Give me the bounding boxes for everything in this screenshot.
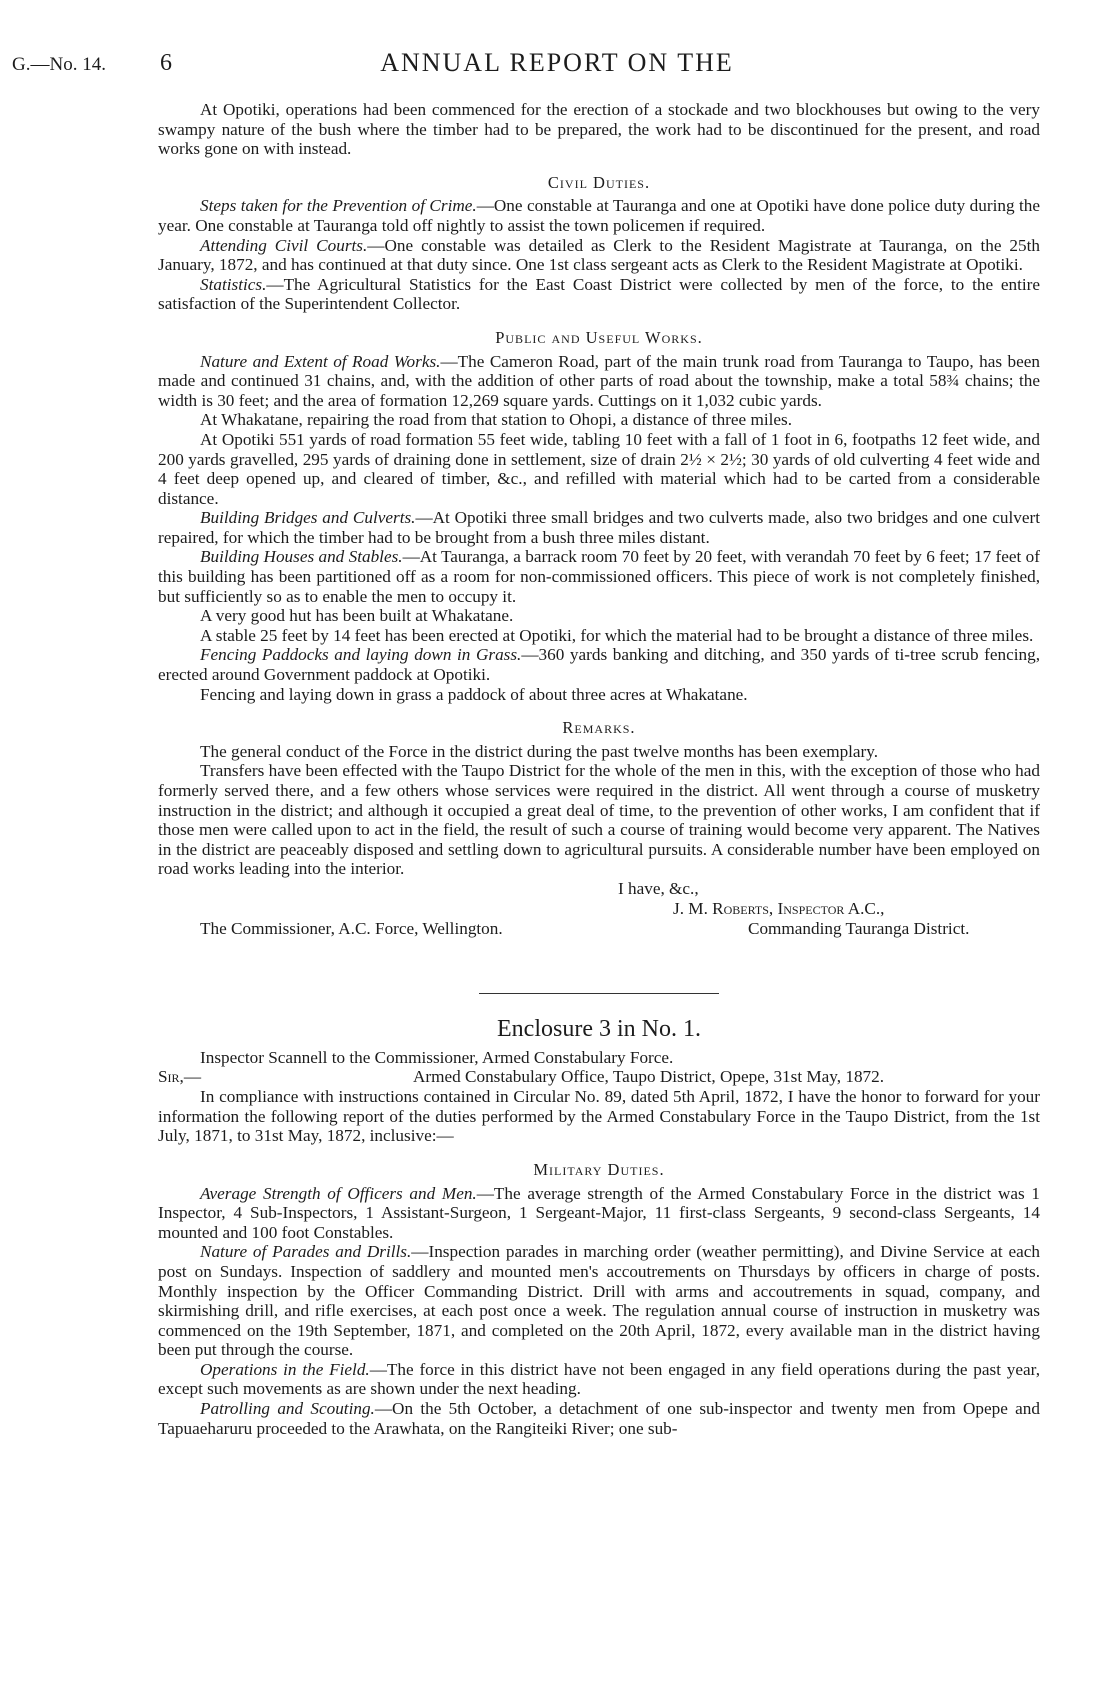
paragraph-title: Building Bridges and Culverts. [200,508,416,528]
paragraph-title: Average Strength of Officers and Men. [200,1183,477,1203]
paragraph-text: —Inspection parades in marching order (weather permitting), and Divine Service at each post on Sundays. Inspection of saddlery and mounted men's accoutrements on Thursdays by officers in charge of posts. Monthly inspection by the Officer Commanding District. Drill with arms and accoutrements in squad, company, and skirmishing drill, and rifle exercises, at each post once a week. The regulation annual course of instruction in musketry was commenced on the 19th September, 1871, and completed on the 20th April, 1872, every available man in the district having been put through the course. [158,1242,1040,1360]
paragraph-text: —The Cameron Road, part of the main trunk road from Tauranga to Taupo, has been made and continued 31 chains, and, with the addition of other parts of road about the township, make a total 58¾ chains; the width is 30 feet; and the area of formation 12,269 square yards. Cuttings on it 1,032 cubic yards. [158,351,1041,410]
paragraph [158,275,1040,314]
letter-closing [158,879,1040,949]
salutation: Sir,— [158,1067,202,1087]
paragraph: Transfers have been effected with the Taupo District for the whole of the men in this, with the exception of those who had formerly served there, and a few others whose services were required in the district. All went through a course of musketry instruction in the district; and although it occupied a great deal of time, to the prevention of other works, I am confident that if those men were called upon to act in the field, the result of such a course of training would become very apparent. The Natives in the district are peaceably disposed and settling down to agricultural pursuits. A considerable number have been employed on road works leading into the interior. [158,761,1040,879]
paragraph [158,547,1040,606]
paragraph-text: —The average strength of the Armed Constabulary Force in the district was 1 Inspector, 4 Sub-Inspectors, 1 Assistant-Surgeon, 1 Sergeant-Major, 11 first-class Sergeants, 9 second-class Sergeants, 14 mounted and 100 foot Constables. [158,1183,1040,1242]
enclosure-subtitle: Inspector Scannell to the Commissioner, Armed Constabulary Force. [200,1047,674,1067]
paragraph: Fencing and laying down in grass a paddock of about three acres at Whakatane. [200,684,748,704]
salutation-line [158,1067,1040,1087]
page-header [0,48,1114,82]
signature: J. M. Roberts, Inspector A.C., [673,898,885,918]
paragraph: At Whakatane, repairing the road from that station to Ohopi, a distance of three miles. [200,410,792,430]
paragraph-text: —One constable at Tauranga and one at Opotiki have done police duty during the year. One constable at Tauranga told off nightly to assist the town policemen if required. [158,196,1040,235]
paragraph: A very good hut has been built at Whakatane. [200,606,514,626]
paragraph-title: Building Houses and Stables. [200,547,403,567]
recipient: The Commissioner, A.C. Force, Wellington. [200,918,503,938]
paragraph [158,508,1040,547]
paragraph [158,236,1040,275]
paragraph [158,1242,1040,1360]
paragraph-title: Fencing Paddocks and laying down in Grass. [200,645,522,665]
paragraph-text: —At Opotiki three small bridges and two culverts made, also two bridges and one culvert repaired, for which the timber had to be brought from a bush three miles distant. [158,508,1040,547]
opening-paragraph: At Opotiki, operations had been commenced for the erection of a stockade and two blockhouses but owing to the very swampy nature of the bush where the timber had to be prepared, the work had to be discontinued for the present, and road works gone on with instead. [158,100,1040,159]
document-reference: G.—No. 14. [12,54,106,75]
paragraph [158,1360,1040,1399]
running-title: ANNUAL REPORT ON THE [380,48,734,77]
paragraph [158,1399,1040,1438]
paragraph: In compliance with instructions contained in Circular No. 89, dated 5th April, 1872, I have the honor to forward for your information the following report of the duties performed by the Armed Constabulary Force in the Taupo District, from the 1st July, 1871, to 31st May, 1872, inclusive:— [158,1087,1040,1146]
paragraph: At Opotiki 551 yards of road formation 55 feet wide, tabling 10 feet with a fall of 1 foot in 6, footpaths 12 feet wide, and 200 yards gravelled, 295 yards of draining done in settlement, size of drain 2½ × 2½; 30 yards of old culverting 4 feet wide and 4 feet deep opened up, and cleared of timber, &c., and refilled with material which had to be carted from a considerable distance. [158,429,1040,508]
place-and-date: Armed Constabulary Office, Taupo District, Opepe, 31st May, 1872. [413,1067,885,1087]
paragraph [158,1184,1040,1243]
paragraph: A stable 25 feet by 14 feet has been erected at Opotiki, for which the material had to be brought a distance of three miles. [200,625,1034,645]
section-heading-public-works: Public and Useful Works. [495,327,703,347]
paragraph-text: —One constable was detailed as Clerk to the Resident Magistrate at Tauranga, on the 25th January, 1872, and has continued at that duty since. One 1st class sergeant acts as Clerk to the Resident Magistrate at Opotiki. [158,235,1040,275]
section-heading-remarks: Remarks. [562,718,636,738]
paragraph-text: —At Tauranga, a barrack room 70 feet by 20 feet, with verandah 70 feet by 6 feet; 17 feet of this building has been partitioned off as a room for non-commissioned officers. This piece of work is not completely finished, but sufficiently so as to enable the men to occupy it. [158,547,1040,606]
section-heading-civil-duties: Civil Duties. [547,172,651,192]
paragraph-title: Patrolling and Scouting. [200,1399,375,1419]
paragraph: The general conduct of the Force in the district during the past twelve months has been exemplary. [200,741,879,761]
paragraph [158,645,1040,684]
section-divider [479,993,719,994]
document-body [158,100,1040,1438]
paragraph [158,196,1040,235]
paragraph-text: —360 yards banking and ditching, and 350 yards of ti-tree scrub fencing, erected around Government paddock at Opotiki. [158,645,1041,685]
paragraph-text: —The Agricultural Statistics for the East Coast District were collected by men of the force, to the entire satisfaction of the Superintendent Collector. [158,274,1040,314]
paragraph-text: —The force in this district have not been engaged in any field operations during the past year, except such movements as are shown under the next heading. [158,1359,1040,1399]
enclosure-title: Enclosure 3 in No. 1. [497,1015,701,1042]
paragraph-title: Statistics. [200,274,267,294]
section-heading-military-duties: Military Duties. [533,1159,665,1179]
paragraph-text: —On the 5th October, a detachment of one sub-inspector and twenty men from Opepe and Tapuaeharuru proceeded to the Arawhata, on the Rangiteiki River; one sub- [158,1399,1040,1438]
paragraph-title: Nature of Parades and Drills. [200,1242,412,1262]
paragraph-title: Attending Civil Courts. [200,235,368,255]
paragraph-title: Steps taken for the Prevention of Crime. [200,196,477,216]
command-title: Commanding Tauranga District. [748,918,970,938]
paragraph [158,352,1040,411]
paragraph-title: Nature and Extent of Road Works. [200,351,441,371]
page-number: 6 [160,50,172,76]
closing-phrase: I have, &c., [618,878,699,898]
paragraph-title: Operations in the Field. [200,1359,370,1379]
